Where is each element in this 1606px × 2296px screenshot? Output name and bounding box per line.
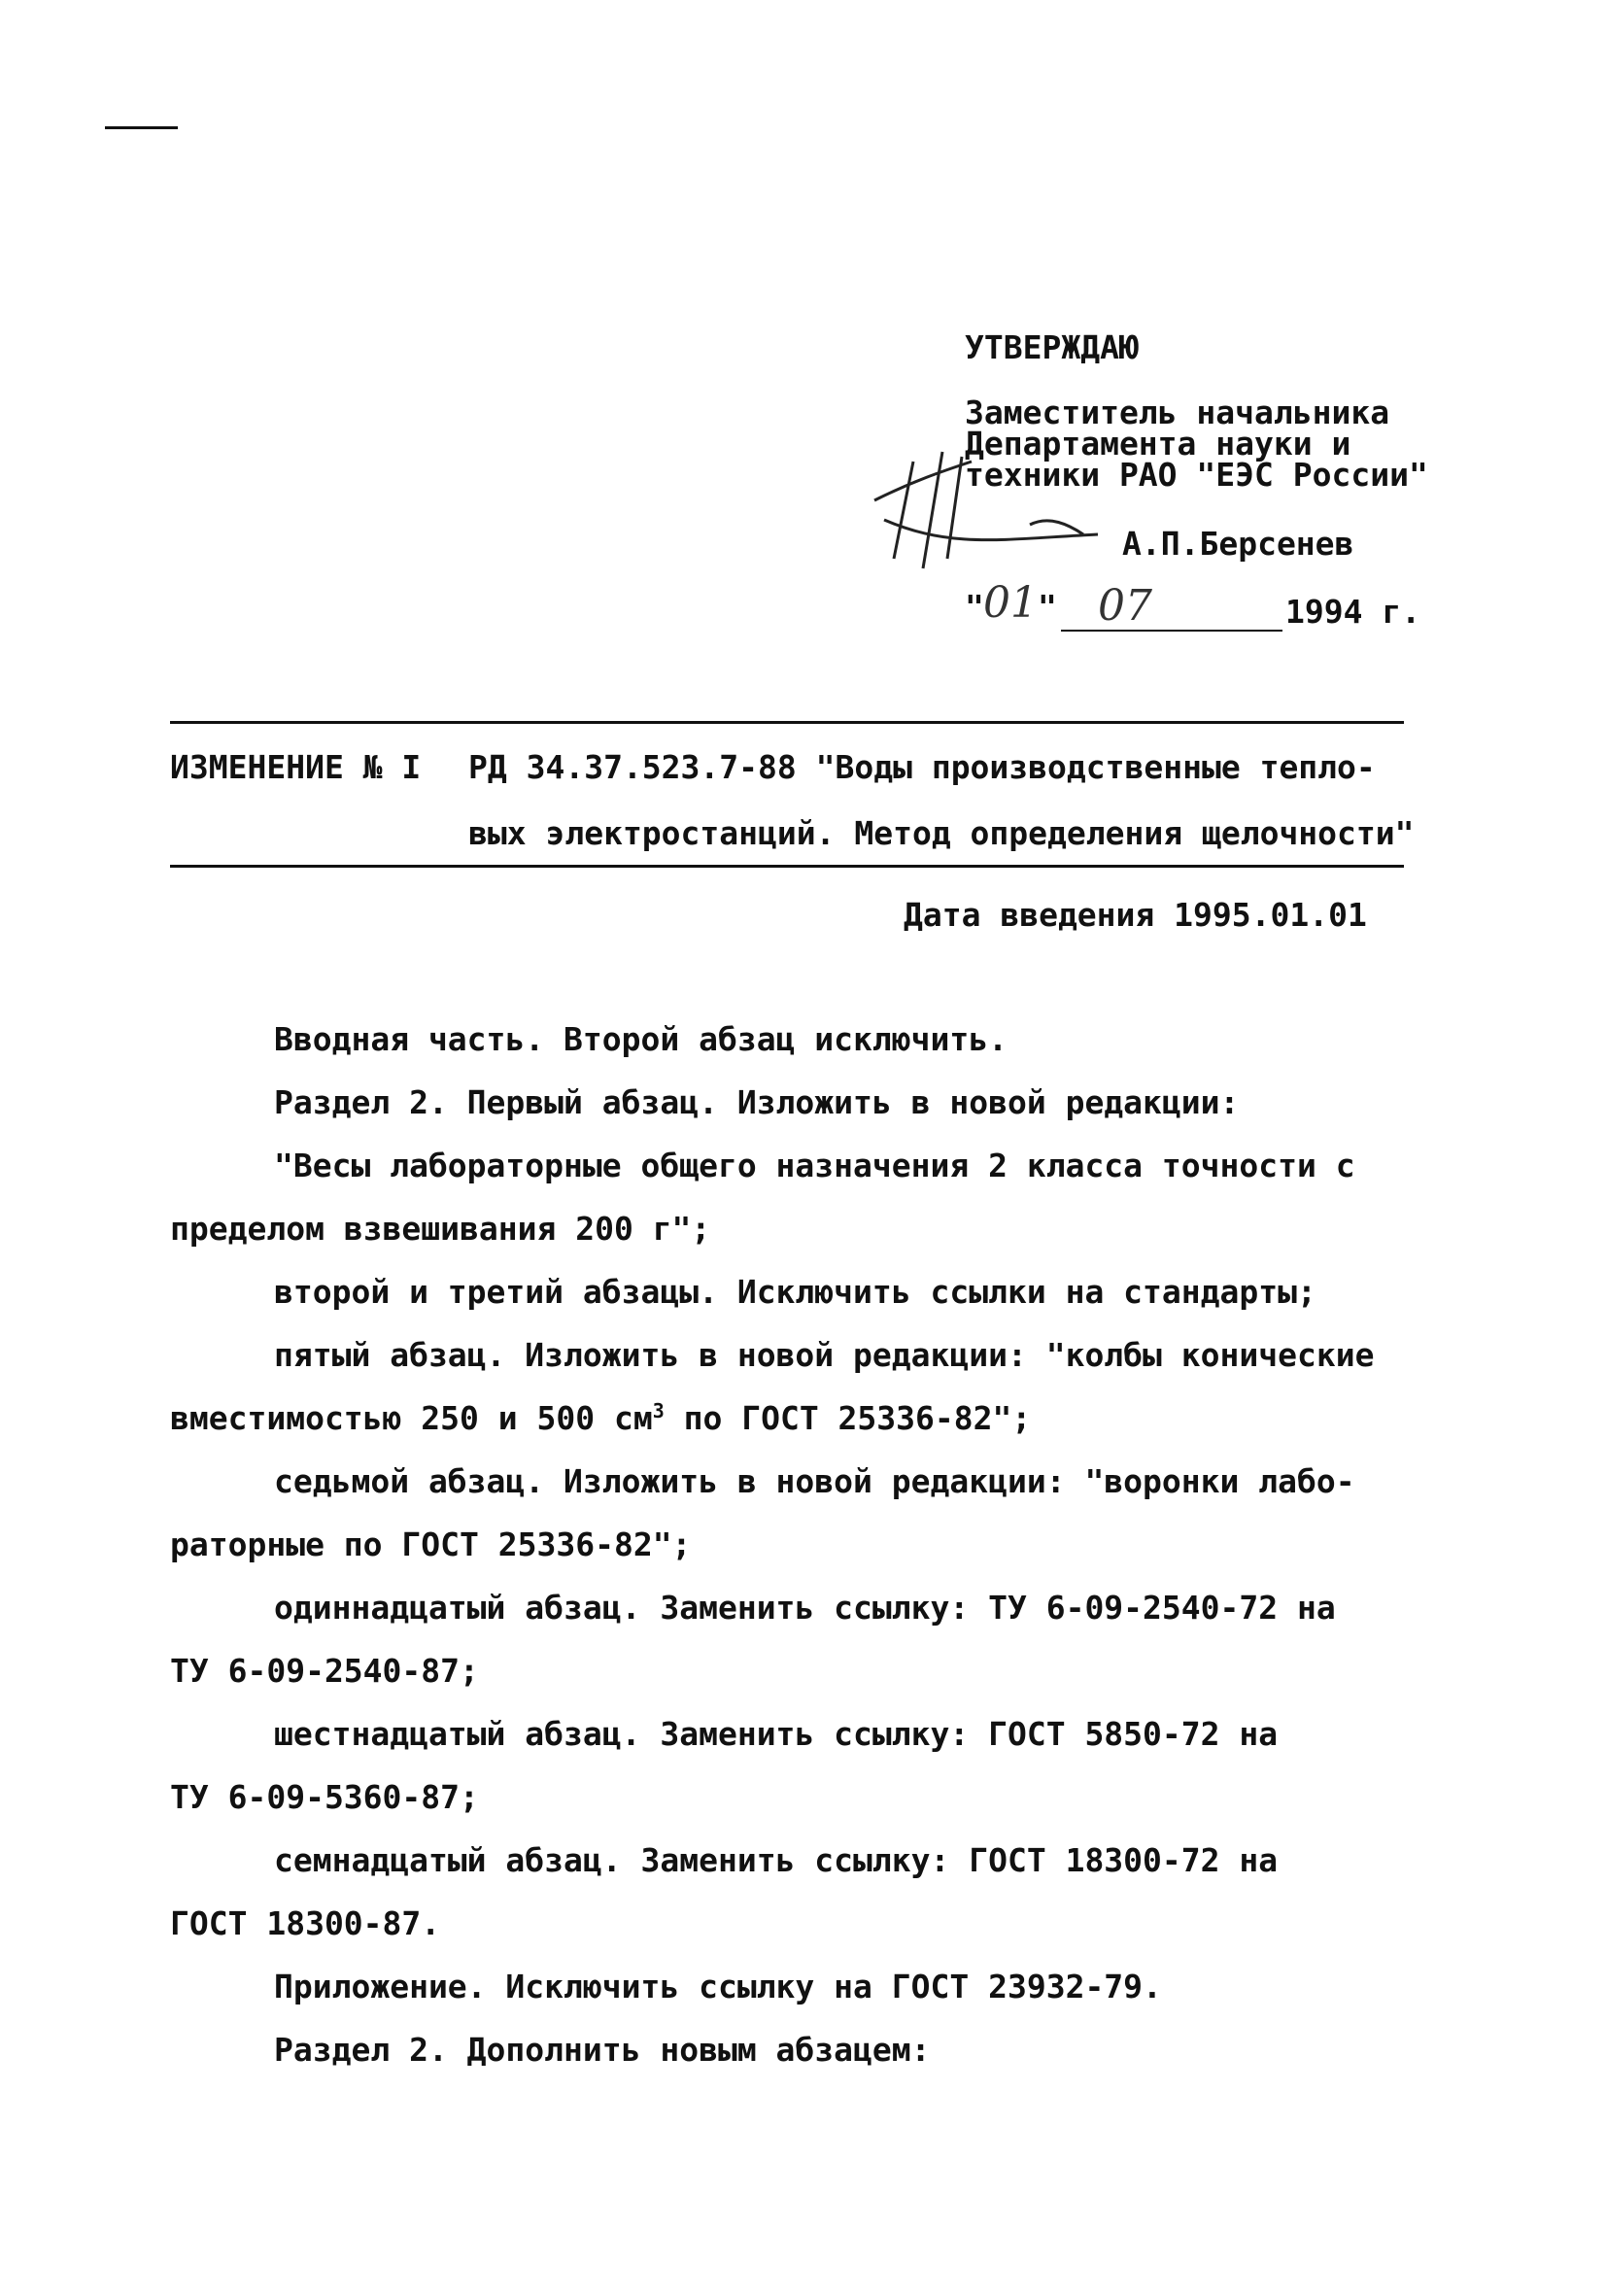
amendment-label: ИЗМЕНЕНИЕ № I — [170, 748, 422, 786]
body-p9-line2: ГОСТ 18300-87. — [170, 1904, 441, 1942]
approval-date-open-quote: " — [965, 588, 984, 626]
intro-date: Дата введения 1995.01.01 — [904, 896, 1367, 934]
approval-date-month: 07 — [1098, 581, 1152, 631]
approval-date-underline — [1061, 630, 1282, 632]
body-p5-line2-sup: 3 — [652, 1399, 665, 1422]
approval-heading: УТВЕРЖДАЮ — [965, 328, 1139, 366]
approval-date-year: 1994 г. — [1285, 593, 1421, 631]
top-rule — [170, 721, 1404, 724]
body-p8-line1: шестнадцатый абзац. Заменить ссылку: ГОСТ 5850-72 на — [274, 1715, 1279, 1753]
approval-date-day: 01 — [983, 578, 1038, 628]
approval-signatory: А.П.Берсенев — [1122, 525, 1354, 563]
body-p8-line2: ТУ 6-09-5360-87; — [170, 1778, 479, 1816]
corner-dash — [105, 126, 178, 129]
body-p5-line2 — [170, 1399, 1031, 1438]
body-p6-line1: седьмой абзац. Изложить в новой редакции: "воронки лабо- — [274, 1462, 1355, 1500]
body-p7-line2: ТУ 6-09-2540-87; — [170, 1652, 479, 1690]
approval-position-line3: техники РАО "ЕЭС России" — [965, 456, 1428, 494]
body-p4: второй и третий абзацы. Исключить ссылки на стандарты; — [274, 1273, 1316, 1311]
amendment-doc-line1: РД 34.37.523.7-88 "Воды производственные тепло- — [468, 748, 1376, 786]
approval-date-close-quote: " — [1038, 588, 1057, 626]
amendment-doc-line2: вых электростанций. Метод определения щелочности" — [468, 814, 1415, 852]
body-p6-line2: раторные по ГОСТ 25336-82"; — [170, 1525, 692, 1563]
signature-mark — [855, 442, 1176, 598]
body-p7-line1: одиннадцатый абзац. Заменить ссылку: ТУ 6-09-2540-72 на — [274, 1589, 1336, 1627]
body-p10: Приложение. Исключить ссылку на ГОСТ 23932-79. — [274, 1968, 1162, 2005]
body-p2: Раздел 2. Первый абзац. Изложить в новой редакции: — [274, 1083, 1240, 1121]
body-p3-line1: "Весы лабораторные общего назначения 2 класса точности с — [274, 1147, 1355, 1184]
bottom-rule — [170, 865, 1404, 868]
body-p5-line2-post: по ГОСТ 25336-82"; — [664, 1399, 1032, 1437]
approval-position-line2: Департамента науки и — [965, 425, 1351, 463]
body-p11: Раздел 2. Дополнить новым абзацем: — [274, 2031, 931, 2069]
body-p3-line2: пределом взвешивания 200 г"; — [170, 1210, 711, 1248]
body-p9-line1: семнадцатый абзац. Заменить ссылку: ГОСТ 18300-72 на — [274, 1841, 1279, 1879]
approval-position-line1: Заместитель начальника — [965, 394, 1390, 431]
body-p1: Вводная часть. Второй абзац исключить. — [274, 1020, 1008, 1058]
body-p5-line1: пятый абзац. Изложить в новой редакции: "колбы конические — [274, 1336, 1375, 1374]
body-p5-line2-pre: вместимостью 250 и 500 см — [170, 1399, 653, 1437]
